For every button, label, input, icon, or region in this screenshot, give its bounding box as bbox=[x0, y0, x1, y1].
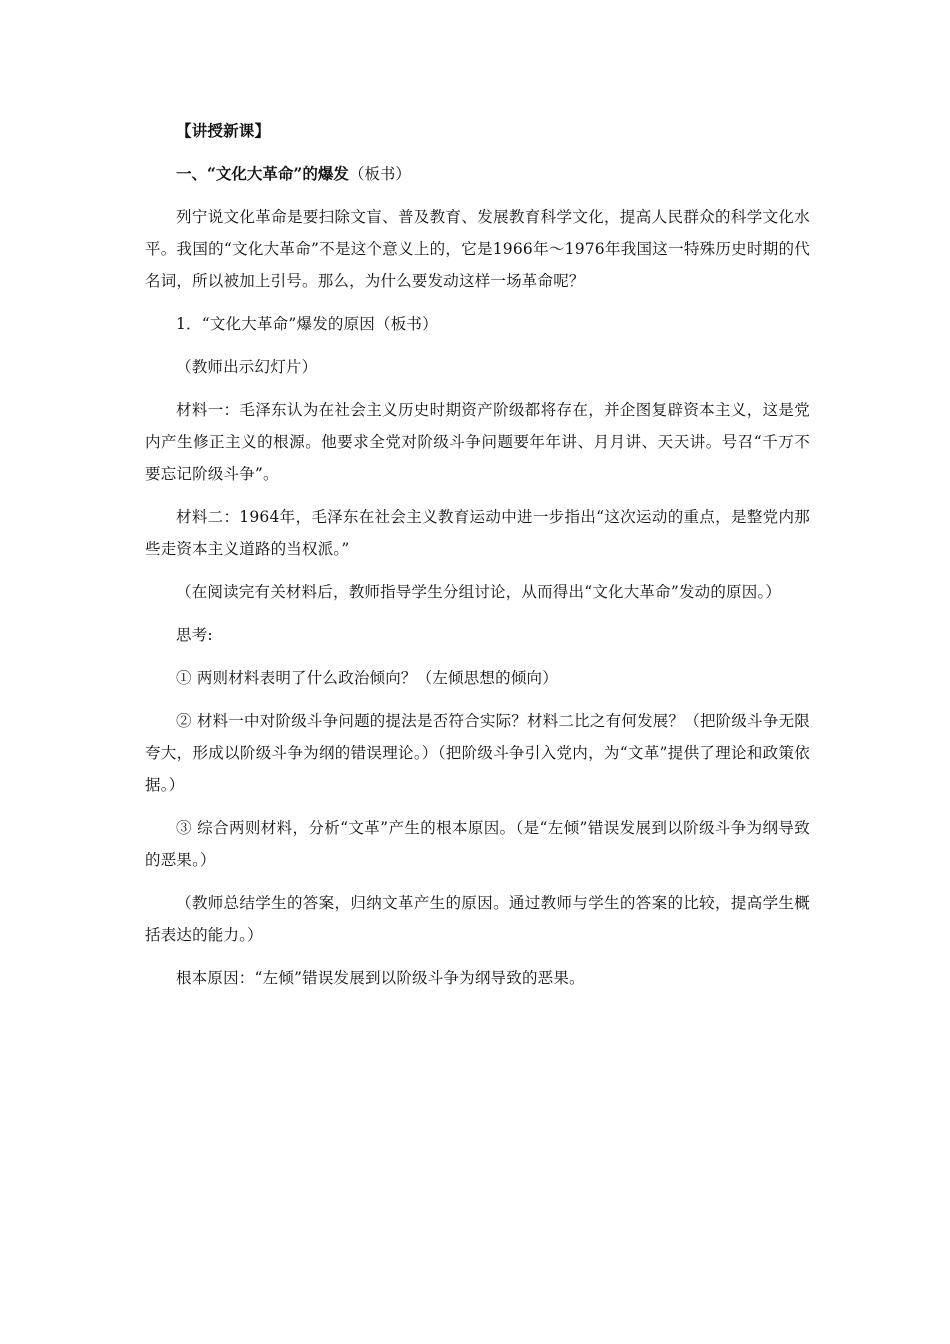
question-one: ① 两则材料表明了什么政治倾向？（左倾思想的倾向） bbox=[176, 669, 558, 687]
heading-bold-text: 一、“文化大革命”的爆发 bbox=[176, 164, 349, 183]
question-two: ② 材料一中对阶级斗争问题的提法是否符合实际？材料二比之有何发展？（把阶级斗争无限夸大，形成以阶级斗争为纲的错误理论。）（把阶级斗争引入党内，为“文革”提供了理论和政策依据。） bbox=[145, 712, 810, 794]
section-heading bbox=[145, 158, 810, 190]
section-label: 【讲授新课】 bbox=[176, 121, 271, 140]
discussion-note: （在阅读完有关材料后，教师指导学生分组讨论，从而得出“文化大革命”发动的原因。） bbox=[176, 583, 782, 601]
document-page bbox=[145, 115, 810, 1005]
summary-note: （教师总结学生的答案，归纳文革产生的原因。通过教师与学生的答案的比较，提高学生概括表达的能力。） bbox=[145, 894, 810, 944]
root-cause: 根本原因：“左倾”错误发展到以阶级斗争为纲导致的恶果。 bbox=[176, 969, 585, 987]
think-label: 思考: bbox=[176, 626, 213, 644]
subheading: 1．“文化大革命”爆发的原因（板书） bbox=[176, 315, 438, 333]
material-two: 材料二：1964年，毛泽东在社会主义教育运动中进一步指出“这次运动的重点，是整党内那些走资本主义道路的当权派。” bbox=[145, 508, 810, 558]
question-three: ③ 综合两则材料，分析“文革”产生的根本原因。（是“左倾”错误发展到以阶级斗争为纲导致的恶果。） bbox=[145, 819, 810, 869]
heading-normal-text: （板书） bbox=[348, 165, 411, 183]
material-one: 材料一：毛泽东认为在社会主义历史时期资产阶级都将存在，并企图复辟资本主义，这是党内产生修正主义的根源。他要求全党对阶级斗争问题要年年讲、月月讲、天天讲。号召“千万不要忘记阶级斗争”。 bbox=[145, 401, 810, 483]
slide-note: （教师出示幻灯片） bbox=[176, 358, 318, 376]
intro-paragraph: 列宁说文化革命是要扫除文盲、普及教育、发展教育科学文化，提高人民群众的科学文化水平。我国的“文化大革命”不是这个意义上的，它是1966年～1976年我国这一特殊历史时期的代名词，所以被加上引号。那么，为什么要发动这样一场革命呢？ bbox=[145, 208, 810, 290]
